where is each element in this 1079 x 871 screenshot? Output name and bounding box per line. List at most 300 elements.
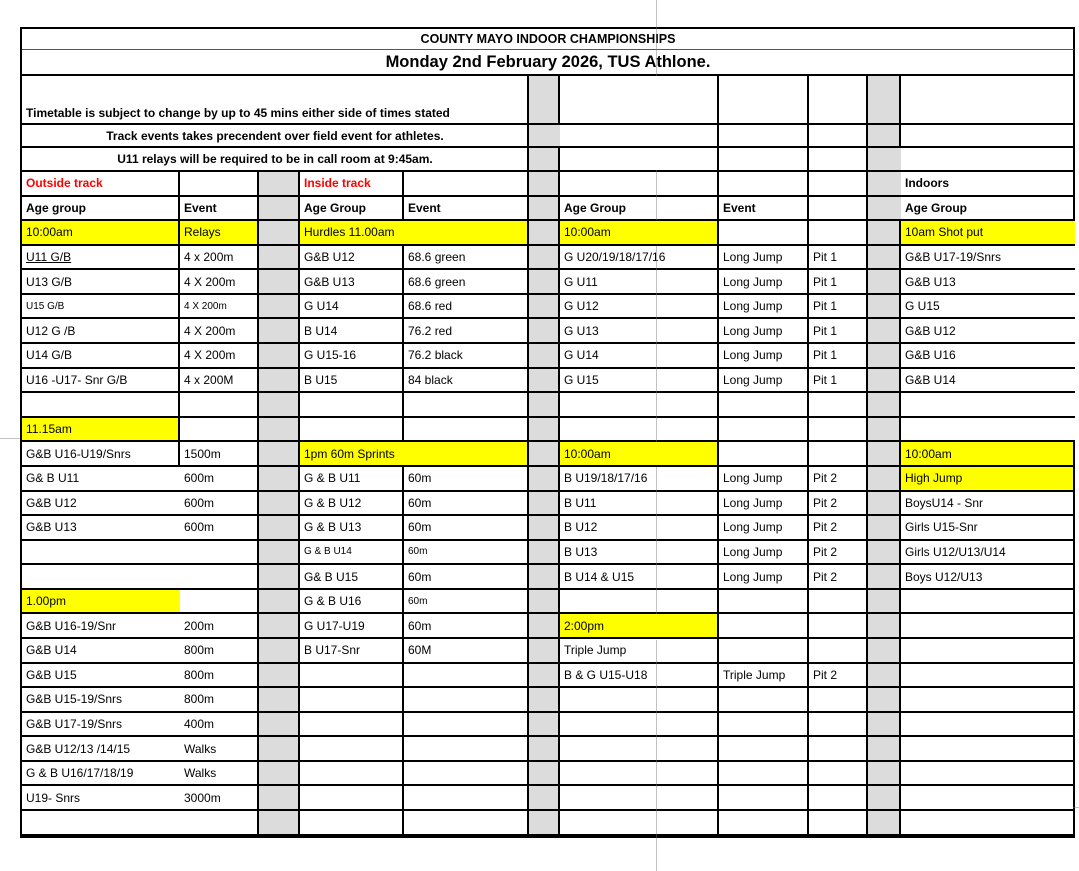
cell-text: Event: [184, 200, 217, 215]
cell-text: G&B U16-U19/Snrs: [26, 446, 131, 461]
table-cell: [300, 246, 404, 271]
cell-text: G & B U14: [304, 546, 352, 558]
cell-text: G&B U12: [304, 250, 355, 265]
cell-text: Girls U12/U13/U14: [905, 544, 1006, 559]
cell-text: 60m: [408, 595, 428, 607]
spacer-cell: [868, 639, 901, 664]
table-cell: [719, 344, 809, 369]
table-cell: [901, 246, 1075, 271]
spacer-cell: [259, 614, 300, 639]
table-cell: [560, 516, 719, 541]
table-cell: [180, 688, 259, 713]
table-cell: [719, 172, 809, 197]
gridline-artifact: [656, 836, 657, 871]
table-cell: [809, 688, 868, 713]
table-cell: [404, 664, 529, 689]
table-cell: [719, 737, 809, 762]
table-cell: [560, 418, 719, 443]
cell-text: Long Jump: [723, 274, 783, 289]
spacer-cell: [259, 762, 300, 787]
spacer-cell: [868, 125, 901, 148]
table-cell: [719, 762, 809, 787]
spacer-cell: [868, 442, 901, 467]
table-cell: [809, 197, 868, 222]
spacer-cell: [259, 295, 300, 320]
cell-text: Relays: [184, 225, 221, 240]
table-cell: [809, 614, 868, 639]
table-cell: [560, 811, 719, 836]
cell-text: G& B U11: [26, 471, 80, 486]
table-cell: [719, 125, 809, 148]
cell-text: 800m: [184, 692, 215, 707]
table-cell: [901, 319, 1075, 344]
cell-text: Age Group: [564, 200, 626, 215]
table-cell: [404, 516, 529, 541]
cell-text: 76.2 black: [408, 348, 463, 363]
spacer-cell: [529, 344, 560, 369]
table-cell: [809, 295, 868, 320]
spacer-cell: [868, 270, 901, 295]
cell-text: 4 x 200M: [184, 372, 234, 387]
table-cell: [719, 492, 809, 517]
spacer-cell: [529, 541, 560, 566]
cell-text: Long Jump: [723, 348, 783, 363]
table-cell: [719, 786, 809, 811]
event-header: [300, 442, 529, 467]
section-outside-track: [22, 172, 180, 197]
table-cell: [404, 246, 529, 271]
cell-text: 68.6 green: [408, 274, 466, 289]
table-cell: [901, 590, 1075, 615]
table-cell: [404, 172, 529, 197]
col-header: [404, 197, 529, 222]
cell-text: G & B U16/17/18/19: [26, 766, 134, 781]
table-cell: [809, 418, 868, 443]
table-cell: [404, 541, 529, 566]
time-slot: [560, 221, 719, 246]
spacer-cell: [259, 664, 300, 689]
spacer-cell: [529, 148, 560, 172]
cell-text: Long Jump: [723, 372, 783, 387]
table-cell: [719, 270, 809, 295]
cell-text: 10:00am: [564, 446, 611, 461]
table-cell: [180, 762, 259, 787]
table-cell: [560, 125, 719, 148]
table-cell: [300, 492, 404, 517]
cell-text: 1500m: [184, 446, 221, 461]
table-cell: [901, 737, 1075, 762]
cell-text: 4 x 200m: [184, 250, 234, 265]
table-cell: [560, 467, 719, 492]
cell-text: G & B U11: [304, 471, 361, 486]
cell-text: B U15: [304, 372, 338, 387]
cell-text: G&B U12: [905, 323, 956, 338]
table-cell: [809, 76, 868, 125]
table-cell: [180, 541, 259, 566]
table-cell: [180, 344, 259, 369]
table-cell: [180, 516, 259, 541]
spacer-cell: [529, 76, 560, 125]
table-cell: [719, 418, 809, 443]
table-cell: [22, 664, 180, 689]
cell-text: 68.6 red: [408, 299, 453, 314]
cell-text: Girls U15-Snr: [905, 520, 978, 535]
spacer-cell: [868, 246, 901, 271]
cell-text: 60m: [408, 569, 432, 584]
cell-text: Walks: [184, 766, 217, 781]
table-cell: [22, 565, 180, 590]
table-cell: [180, 590, 259, 615]
table-cell: [560, 590, 719, 615]
table-cell: [719, 811, 809, 836]
cell-text: U19- Snrs: [26, 790, 81, 805]
cell-text: G&B U13: [26, 520, 77, 535]
table-cell: [809, 762, 868, 787]
table-cell: [901, 639, 1075, 664]
table-cell: [809, 246, 868, 271]
doc-title: [22, 29, 1075, 50]
table-cell: [560, 270, 719, 295]
cell-text: G U13: [564, 323, 599, 338]
table-cell: [901, 418, 1075, 443]
table-cell: [22, 295, 180, 320]
spacer-cell: [529, 639, 560, 664]
table-cell: [22, 270, 180, 295]
table-cell: [560, 565, 719, 590]
spacer-cell: [529, 295, 560, 320]
note-timetable-change: [22, 76, 529, 125]
table-cell: [180, 418, 259, 443]
table-cell: [300, 270, 404, 295]
cell-text: B U11: [564, 495, 597, 510]
cell-text: Long Jump: [723, 520, 783, 535]
cell-text: 60m: [408, 471, 432, 486]
cell-text: 10:00am: [26, 225, 73, 240]
table-cell: [901, 344, 1075, 369]
doc-subtitle: [22, 50, 1075, 76]
spacer-cell: [868, 565, 901, 590]
cell-text: B U12: [564, 520, 598, 535]
cell-text: Pit 2: [813, 667, 838, 682]
table-cell: [22, 492, 180, 517]
section-indoors: [901, 172, 1075, 197]
col-header: [901, 197, 1075, 222]
cell-text: G U12: [564, 299, 599, 314]
spacer-cell: [868, 614, 901, 639]
spacer-cell: [868, 590, 901, 615]
table-cell: [404, 344, 529, 369]
spacer-cell: [529, 492, 560, 517]
spacer-cell: [259, 344, 300, 369]
cell-text: Boys U12/U13: [905, 569, 983, 584]
table-cell: [719, 664, 809, 689]
cell-text: COUNTY MAYO INDOOR CHAMPIONSHIPS: [420, 32, 676, 46]
table-cell: [901, 713, 1075, 738]
time-slot: [560, 614, 719, 639]
spacer-cell: [259, 393, 300, 418]
table-cell: [22, 614, 180, 639]
cell-text: 2:00pm: [564, 618, 605, 633]
spacer-cell: [529, 516, 560, 541]
table-cell: [719, 393, 809, 418]
spacer-cell: [868, 76, 901, 125]
table-cell: [719, 713, 809, 738]
table-cell: [300, 639, 404, 664]
table-cell: [22, 541, 180, 566]
cell-text: Pit 1: [813, 372, 838, 387]
table-cell: [404, 467, 529, 492]
cell-text: G&B U14: [26, 643, 77, 658]
table-cell: [22, 516, 180, 541]
table-cell: [719, 467, 809, 492]
spacer-cell: [868, 418, 901, 443]
table-cell: [560, 369, 719, 394]
cell-text: G U14: [564, 348, 599, 363]
table-cell: [560, 664, 719, 689]
spacer-cell: [529, 246, 560, 271]
table-cell: [180, 319, 259, 344]
spacer-cell: [259, 270, 300, 295]
spacer-cell: [259, 713, 300, 738]
cell-text: G U15: [905, 299, 940, 314]
cell-text: Pit 1: [813, 348, 838, 363]
table-cell: [719, 246, 809, 271]
cell-text: 60m: [408, 495, 432, 510]
cell-text: 10am Shot put: [905, 225, 984, 240]
table-cell: [809, 639, 868, 664]
table-cell: [901, 811, 1075, 836]
cell-text: Pit 2: [813, 520, 838, 535]
cell-text: Track events takes precendent over field event for athletes.: [106, 128, 444, 143]
spacer-cell: [529, 614, 560, 639]
table-cell: [809, 369, 868, 394]
table-cell: [809, 811, 868, 836]
table-cell: [404, 270, 529, 295]
col-header: [560, 197, 719, 222]
cell-text: High Jump: [905, 471, 963, 486]
table-cell: [22, 737, 180, 762]
spacer-cell: [259, 786, 300, 811]
table-cell: [404, 688, 529, 713]
table-cell: [560, 295, 719, 320]
table-cell: [22, 319, 180, 344]
table-cell: [404, 295, 529, 320]
cell-text: U11 G/B: [26, 250, 72, 265]
table-cell: [809, 590, 868, 615]
table-cell: [719, 639, 809, 664]
cell-text: Pit 1: [813, 250, 838, 265]
gridline-artifact: [656, 0, 657, 76]
spacer-cell: [529, 565, 560, 590]
table-cell: [809, 393, 868, 418]
table-cell: [404, 393, 529, 418]
spacer-cell: [868, 762, 901, 787]
cell-text: Indoors: [905, 176, 949, 191]
gridline-artifact: [656, 640, 657, 836]
spacer-cell: [868, 516, 901, 541]
cell-text: Event: [723, 200, 756, 215]
table-cell: [180, 737, 259, 762]
table-cell: [404, 590, 529, 615]
table-cell: [300, 319, 404, 344]
table-cell: [560, 393, 719, 418]
cell-text: Pit 2: [813, 495, 838, 510]
cell-text: Age Group: [905, 200, 967, 215]
table-cell: [180, 565, 259, 590]
cell-text: 400m: [184, 717, 215, 731]
note-track-precedence: [22, 125, 529, 148]
table-cell: [300, 393, 404, 418]
table-cell: [719, 295, 809, 320]
cell-text: Pit 1: [813, 299, 838, 314]
cell-text: G U11: [564, 274, 598, 289]
spacer-cell: [868, 393, 901, 418]
table-cell: [300, 541, 404, 566]
table-cell: [22, 811, 180, 836]
table-cell: [22, 467, 180, 492]
spacer-cell: [529, 197, 560, 222]
spacer-cell: [259, 467, 300, 492]
spacer-cell: [529, 319, 560, 344]
table-cell: [404, 565, 529, 590]
table-cell: [560, 713, 719, 738]
cell-text: Pit 1: [813, 274, 838, 289]
event-header: [901, 467, 1075, 492]
spacer-cell: [529, 590, 560, 615]
table-cell: [719, 614, 809, 639]
table-cell: [22, 688, 180, 713]
table-cell: [809, 467, 868, 492]
cell-text: 4 X 200m: [184, 274, 236, 289]
event-header: [560, 639, 719, 664]
table-cell: [22, 369, 180, 394]
table-cell: [180, 467, 259, 492]
cell-text: G&B U13: [905, 274, 956, 289]
table-cell: [560, 492, 719, 517]
cell-text: G&B U15-19/Snrs: [26, 692, 123, 707]
table-cell: [180, 664, 259, 689]
col-header: [180, 197, 259, 222]
cell-text: G&B U15: [26, 667, 77, 682]
table-cell: [560, 319, 719, 344]
table-cell: [300, 664, 404, 689]
spacer-cell: [868, 786, 901, 811]
spacer-cell: [868, 148, 901, 172]
table-cell: [180, 270, 259, 295]
cell-text: B U17-Snr: [304, 643, 361, 658]
table-cell: [22, 344, 180, 369]
time-slot: [560, 442, 719, 467]
table-cell: [300, 516, 404, 541]
section-inside-track: [300, 172, 404, 197]
cell-text: Age Group: [304, 200, 366, 215]
cell-text: 84 black: [408, 372, 453, 387]
table-cell: [719, 565, 809, 590]
spacer-cell: [868, 221, 901, 246]
table-cell: [22, 762, 180, 787]
cell-text: 600m: [184, 495, 215, 510]
table-cell: [901, 492, 1075, 517]
event-header: [180, 221, 259, 246]
table-cell: [809, 713, 868, 738]
table-cell: [901, 565, 1075, 590]
cell-text: 600m: [184, 520, 215, 535]
cell-text: U13 G/B: [26, 274, 73, 289]
cell-text: Inside track: [304, 176, 371, 191]
cell-text: 4 X 200m: [184, 323, 236, 338]
spacer-cell: [259, 197, 300, 222]
table-cell: [180, 393, 259, 418]
spacer-cell: [529, 467, 560, 492]
table-cell: [22, 246, 180, 271]
table-cell: [300, 369, 404, 394]
cell-text: G&B U16-19/Snr: [26, 618, 117, 633]
table-cell: [809, 442, 868, 467]
spacer-cell: [868, 319, 901, 344]
spacer-cell: [259, 221, 300, 246]
table-cell: [901, 369, 1075, 394]
spacer-cell: [259, 516, 300, 541]
table-cell: [180, 639, 259, 664]
spacer-cell: [529, 737, 560, 762]
table-cell: [300, 418, 404, 443]
cell-text: G&B U13: [304, 274, 355, 289]
table-cell: [560, 541, 719, 566]
cell-text: 600m: [184, 471, 215, 486]
table-cell: [901, 614, 1075, 639]
table-cell: [404, 737, 529, 762]
table-cell: [809, 319, 868, 344]
cell-text: G&B U12: [26, 495, 77, 510]
event-header: [300, 221, 529, 246]
table-cell: [560, 148, 719, 172]
table-cell: [22, 786, 180, 811]
cell-text: Hurdles 11.00am: [304, 225, 395, 240]
spacer-cell: [868, 295, 901, 320]
time-slot: [22, 221, 180, 246]
table-cell: [180, 713, 259, 738]
table-cell: [719, 688, 809, 713]
spacer-cell: [868, 369, 901, 394]
spacer-cell: [529, 713, 560, 738]
time-slot: [901, 442, 1075, 467]
cell-text: B & G U15-U18: [564, 667, 648, 682]
spacer-cell: [529, 221, 560, 246]
cell-text: 60m: [408, 520, 432, 535]
cell-text: 60m: [408, 546, 428, 558]
spacer-cell: [529, 369, 560, 394]
spacer-cell: [868, 344, 901, 369]
table-cell: [560, 786, 719, 811]
table-cell: [560, 344, 719, 369]
table-cell: [901, 516, 1075, 541]
cell-text: Triple Jump: [564, 643, 627, 658]
cell-text: 1.00pm: [26, 594, 67, 609]
cell-text: B U14 & U15: [564, 569, 635, 584]
table-cell: [404, 811, 529, 836]
spacer-cell: [259, 590, 300, 615]
table-cell: [719, 148, 809, 172]
spacer-cell: [259, 369, 300, 394]
cell-text: G U20/19/18/17/16: [564, 250, 666, 265]
table-cell: [300, 688, 404, 713]
table-cell: [560, 737, 719, 762]
cell-text: Walks: [184, 741, 217, 756]
spacer-cell: [529, 172, 560, 197]
cell-text: Event: [408, 200, 441, 215]
cell-text: 60M: [408, 643, 432, 658]
cell-text: 1pm 60m Sprints: [304, 446, 395, 461]
